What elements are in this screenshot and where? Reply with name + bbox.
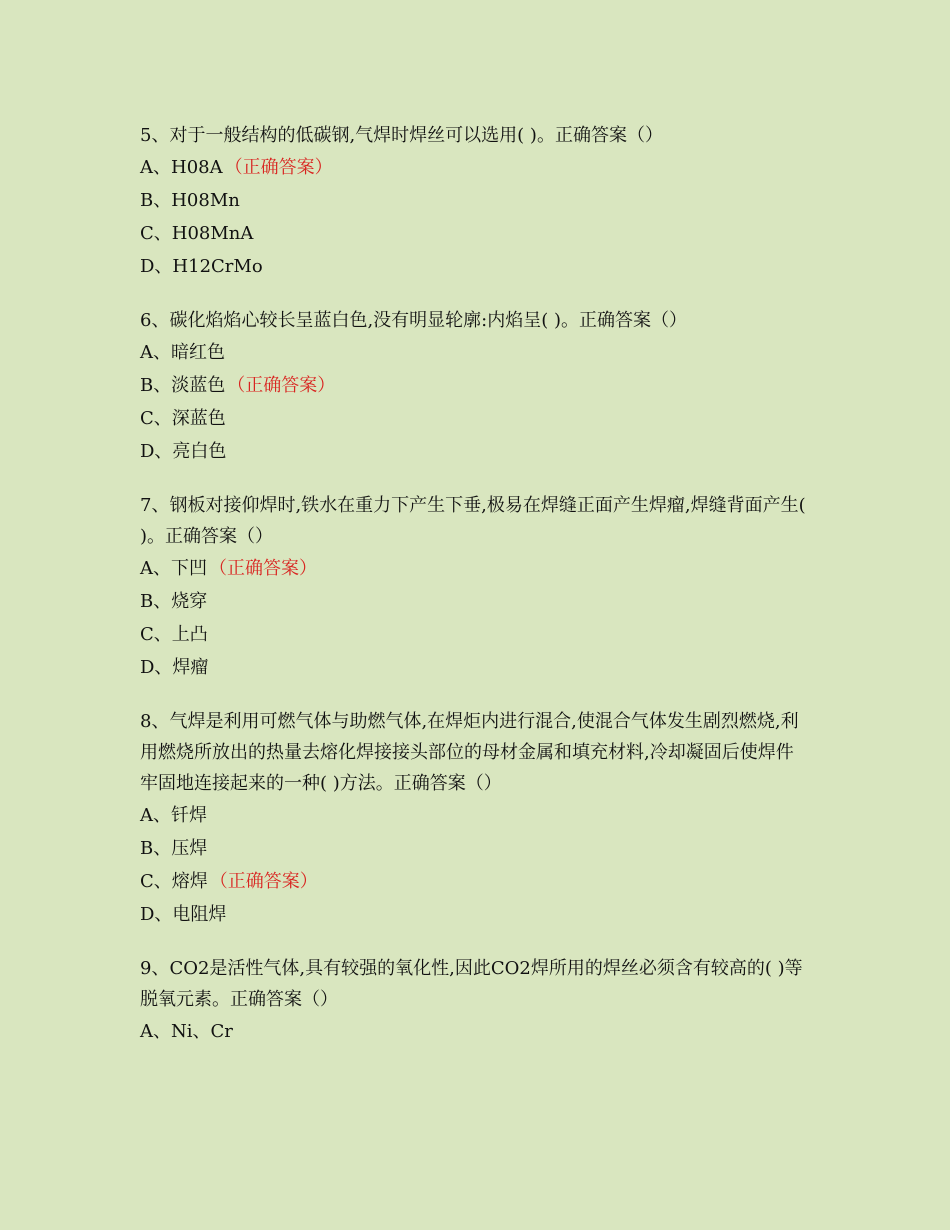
option-label: A、暗红色 <box>140 342 225 363</box>
option-label: C、深蓝色 <box>140 408 226 429</box>
option-c <box>140 865 810 898</box>
option-label: D、电阻焊 <box>140 904 227 925</box>
option-label: A、H08A <box>140 157 223 178</box>
correct-answer-mark: （正确答案） <box>224 157 333 178</box>
option-b <box>140 832 810 865</box>
correct-answer-mark: （正确答案） <box>209 558 317 579</box>
question-text: 8、气焊是利用可燃气体与助燃气体,在焊炬内进行混合,使混合气体发生剧烈燃烧,利用燃烧所放出的热量去熔化焊接接头部位的母材金属和填充材料,冷却凝固后使焊件牢固地连接起来的一种( )方法。正确答案（） <box>140 711 799 794</box>
option-a <box>140 1015 810 1048</box>
question-text: 9、CO2是活性气体,具有较强的氧化性,因此CO2焊所用的焊丝必须含有较高的( )等脱氧元素。正确答案（） <box>140 958 803 1010</box>
option-b <box>140 184 810 217</box>
option-label: A、下凹 <box>140 558 207 579</box>
option-a <box>140 799 810 832</box>
option-label: A、钎焊 <box>140 805 207 826</box>
option-b <box>140 369 810 402</box>
question-text: 6、碳化焰焰心较长呈蓝白色,没有明显轮廓:内焰呈( )。正确答案（） <box>140 310 688 331</box>
option-d <box>140 435 810 468</box>
option-label: D、亮白色 <box>140 441 227 462</box>
option-d <box>140 898 810 931</box>
question-8 <box>140 706 810 931</box>
option-a <box>140 151 810 184</box>
question-9 <box>140 953 810 1048</box>
option-a <box>140 336 810 369</box>
option-label: C、上凸 <box>140 624 208 645</box>
question-text: 7、钢板对接仰焊时,铁水在重力下产生下垂,极易在焊缝正面产生焊瘤,焊缝背面产生( )。正确答案（） <box>140 495 806 547</box>
question-5 <box>140 120 810 283</box>
option-b <box>140 585 810 618</box>
question-6 <box>140 305 810 468</box>
option-d <box>140 250 810 283</box>
option-label: B、烧穿 <box>140 591 208 612</box>
question-text: 5、对于一般结构的低碳钢,气焊时焊丝可以选用( )。正确答案（） <box>140 125 663 146</box>
option-d <box>140 651 810 684</box>
option-c <box>140 618 810 651</box>
correct-answer-mark: （正确答案） <box>227 375 336 396</box>
option-label: B、H08Mn <box>140 190 240 211</box>
option-label: D、H12CrMo <box>140 256 263 277</box>
option-label: B、压焊 <box>140 838 208 859</box>
option-label: D、焊瘤 <box>140 657 209 678</box>
option-label: C、H08MnA <box>140 223 254 244</box>
option-label: C、熔焊 <box>140 871 208 892</box>
option-c <box>140 402 810 435</box>
option-c <box>140 217 810 250</box>
option-a <box>140 552 810 585</box>
question-7 <box>140 490 810 684</box>
option-label: A、Ni、Cr <box>140 1021 233 1042</box>
option-label: B、淡蓝色 <box>140 375 226 396</box>
correct-answer-mark: （正确答案） <box>209 871 318 892</box>
